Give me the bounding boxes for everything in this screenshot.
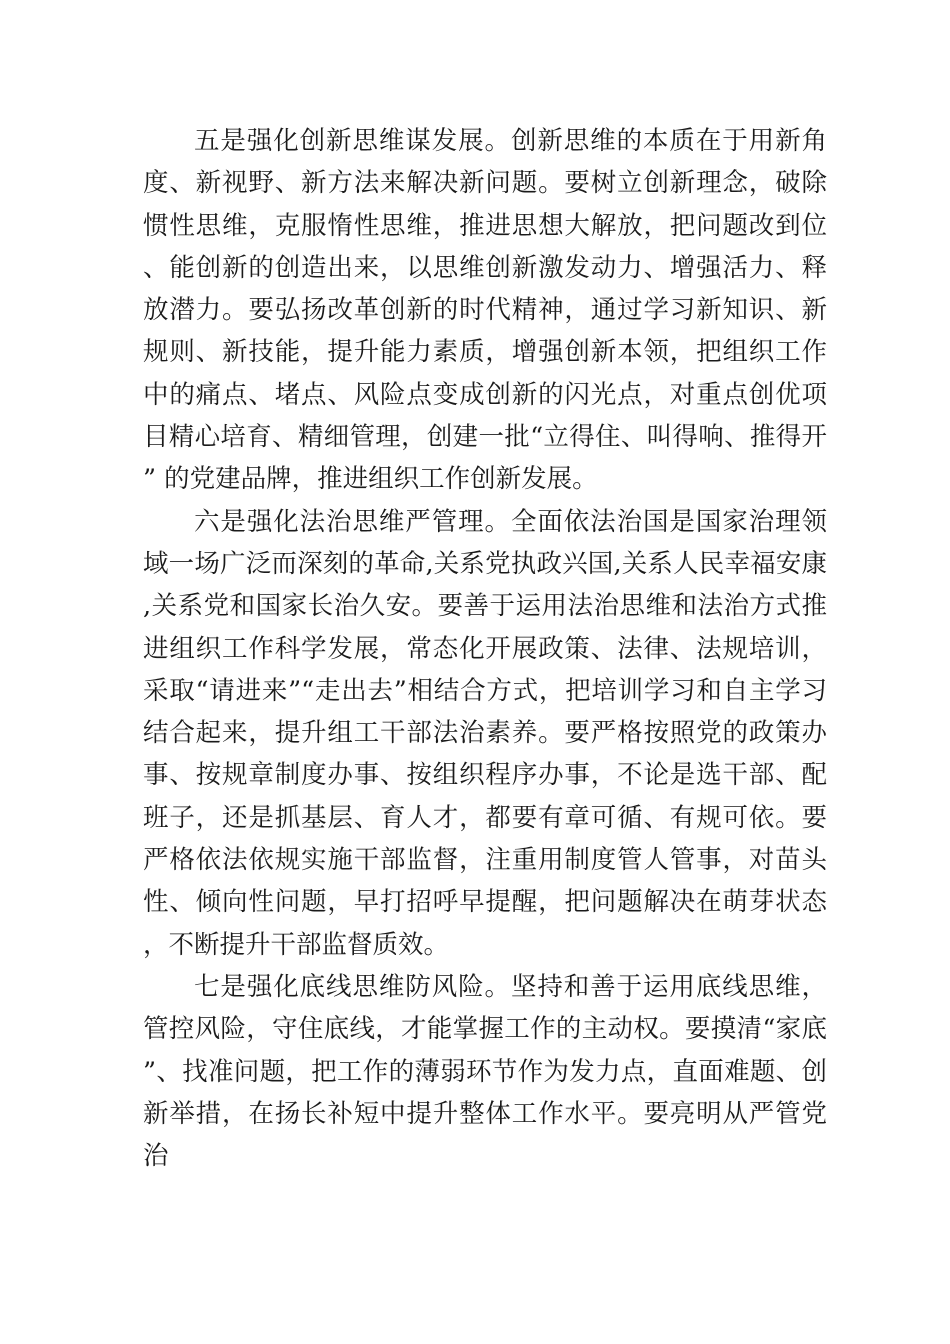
paragraph-bottom-line-thinking: 七是强化底线思维防风险。坚持和善于运用底线思维，管控风险，守住底线，才能掌握工作的主动权。要摸清“家底”、找准问题，把工作的薄弱环节作为发力点，直面难题、创新举措，在扬长补短中提升整体工作水平。要亮明从严管党治 [143, 971, 827, 1172]
paragraph-rule-of-law-thinking: 六是强化法治思维严管理。全面依法治国是国家治理领域一场广泛而深刻的革命,关系党执政兴国,关系人民幸福安康,关系党和国家长治久安。要善于运用法治思维和法治方式推进组织工作科学发展，常态化开展政策、法律、法规培训，采取“请进来”“走出去”相结合方式，把培训学习和自主学习结合起来，提升组工干部法治素养。要严格按照党的政策办事、按规章制度办事、按组织程序办事，不论是选干部、配班子，还是抓基层、育人才，都要有章可循、有规可依。要严格依法依规实施干部监督，注重用制度管人管事，对苗头性、倾向性问题，早打招呼早提醒，把问题解决在萌芽状态，不断提升干部监督质效。 [143, 506, 827, 960]
document-body [143, 120, 827, 1177]
paragraph-innovation-thinking: 五是强化创新思维谋发展。创新思维的本质在于用新角度、新视野、新方法来解决新问题。要树立创新理念，破除 惯性思维，克服惰性思维，推进思想大解放，把问题改到位、能创新的创造出来，以思维创新激发动力、增强活力、释放潜力。要弘扬改革创新的时代精神，通过学习新知识、新规则、新技能，提升能力素质，增强创新本领，把组织工作中的痛点、堵点、风险点变成创新的闪光点，对重点创优项目精心培育、精细管理，创建一批“立得住、叫得响、推得开” 的党建品牌，推进组织工作创新发展。 [143, 126, 827, 495]
